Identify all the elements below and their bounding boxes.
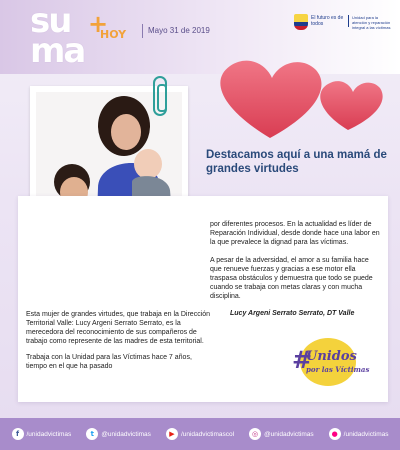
gov-slogan: El futuro es de todos	[311, 15, 349, 27]
facebook-icon: f	[12, 428, 24, 440]
instagram-icon: ◎	[249, 428, 261, 440]
article-paragraph: A pesar de la adversidad, el amor a su familia hace que renueve fuerzas y gracias a ese motor ella traspasa obstáculos y demuestra que todo se puede cuando se trabaja con metas claras y con mucha disciplina.	[210, 257, 373, 300]
social-handle: @unidadvictimas	[264, 430, 314, 438]
article-left-column	[26, 310, 212, 378]
article-card	[18, 196, 388, 402]
svg-text:por las Víctimas: por las Víctimas	[306, 365, 370, 374]
article-paragraph: por diferentes procesos. En la actualidad es líder de Reparación Individual, desde donde hace una labor en la que prevalece la dignad para las víctimas.	[210, 221, 380, 246]
article-right-column	[210, 220, 382, 310]
colombia-shield-icon	[294, 14, 308, 30]
unidos-por-las-victimas-logo	[288, 334, 370, 388]
logo-plus-sign: +	[88, 10, 109, 38]
flickr-icon: ●	[329, 428, 341, 440]
article-signature: Lucy Argeni Serrato Serrato, DT Valle	[230, 310, 355, 317]
svg-text:Unidos: Unidos	[306, 349, 357, 364]
article-headline: Destacamos aquí a una mamá de grandes virtudes	[206, 149, 387, 175]
unidad-victimas-name: Unidad para la atención y reparación integral a las víctimas	[352, 15, 391, 30]
government-logo	[294, 12, 398, 38]
social-handle: /unidadvictimas	[343, 430, 389, 438]
social-link-instagram[interactable]	[249, 428, 314, 440]
social-link-flickr[interactable]	[329, 428, 389, 440]
social-handle: /unidadvictimas	[26, 430, 72, 438]
svg-text:#: #	[292, 346, 313, 374]
small-heart-icon	[320, 81, 382, 130]
social-link-youtube[interactable]	[166, 428, 234, 440]
article-paragraph: Esta mujer de grandes virtudes, que trabaja en la Dirección Territorial Valle: Lucy Argeni Serrato Serrato, es la merecedora del reconocimiento de sus compañeros de trabajo como represente de las madres de esta territorial.	[26, 311, 211, 345]
suma-logo: su ma	[30, 1, 85, 71]
article-paragraph: Trabaja con la Unidad para las Víctimas hace 7 años, tiempo en el que ha pasado	[26, 354, 192, 370]
social-link-twitter[interactable]	[86, 428, 151, 440]
large-heart-icon	[220, 61, 321, 138]
social-footer	[0, 418, 400, 450]
twitter-icon: t	[86, 428, 98, 440]
youtube-icon: ▶	[166, 428, 178, 440]
hearts-illustration	[210, 50, 400, 150]
paper-clip-icon	[153, 76, 167, 116]
social-handle: /unidadvictimascol	[180, 430, 235, 438]
logo-hoy: HOY	[100, 28, 127, 41]
social-link-facebook[interactable]	[12, 428, 72, 440]
social-handle: @unidadvictimas	[101, 430, 151, 438]
issue-date: Mayo 31 de 2019	[142, 24, 210, 38]
